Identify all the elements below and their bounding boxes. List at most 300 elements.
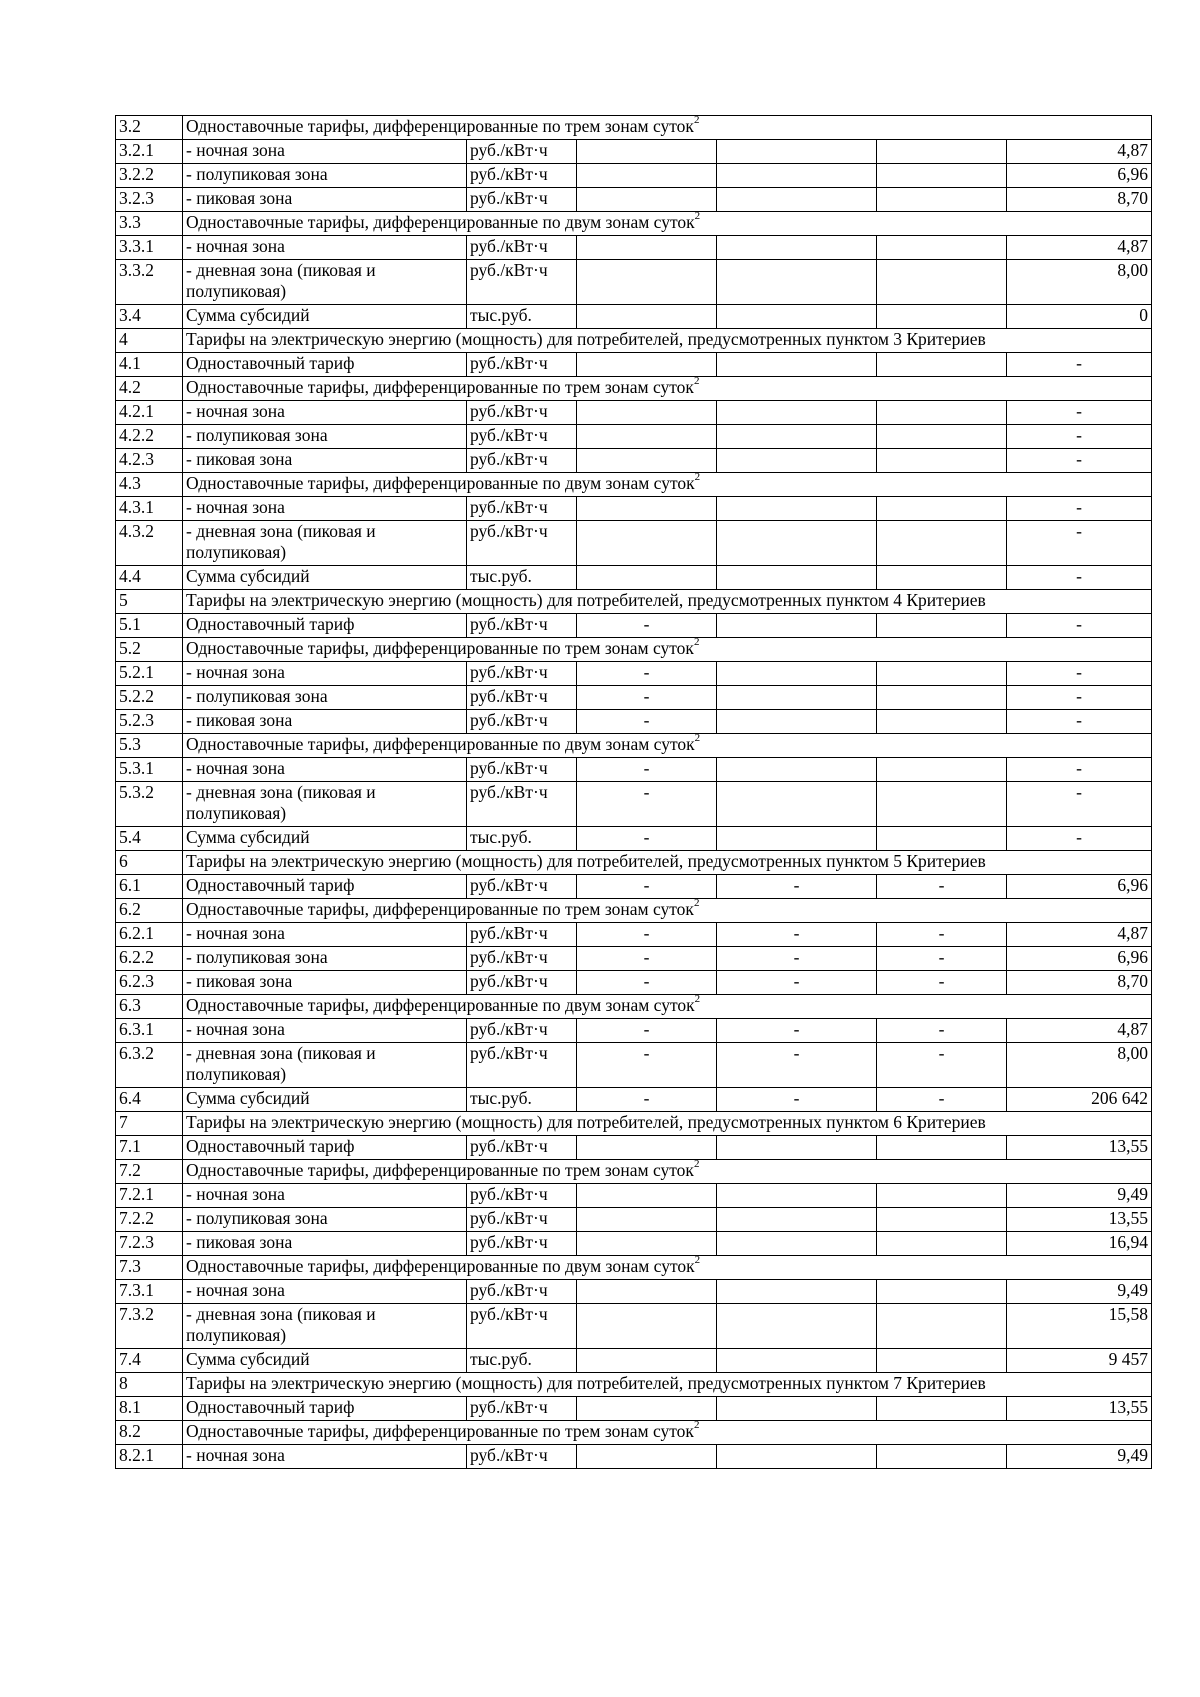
section-title: Тарифы на электрическую энергию (мощность) для потребителей, предусмотренных пунктом 3 Критериев bbox=[186, 329, 986, 349]
footnote-mark: 2 bbox=[693, 376, 700, 388]
section-title: Одноставочные тарифы, дифференцированные по двум зонам суток bbox=[186, 995, 695, 1015]
section-row bbox=[116, 734, 1152, 758]
row-code: 6.2.3 bbox=[116, 971, 183, 995]
row-code: 3.2.1 bbox=[116, 140, 183, 164]
row-unit: руб./кВт·ч bbox=[467, 782, 577, 827]
row-unit: руб./кВт·ч bbox=[467, 260, 577, 305]
row-col-1 bbox=[577, 1397, 717, 1421]
table-row bbox=[116, 1088, 1152, 1112]
row-col-3: - bbox=[877, 875, 1007, 899]
section-title-cell bbox=[183, 1421, 1152, 1445]
row-value: - bbox=[1007, 566, 1152, 590]
row-col-3 bbox=[877, 686, 1007, 710]
row-unit: руб./кВт·ч bbox=[467, 923, 577, 947]
row-value: - bbox=[1007, 401, 1152, 425]
row-code: 3.4 bbox=[116, 305, 183, 329]
row-col-3 bbox=[877, 521, 1007, 566]
row-code: 7.4 bbox=[116, 1349, 183, 1373]
row-code: 3.3.2 bbox=[116, 260, 183, 305]
row-col-3 bbox=[877, 140, 1007, 164]
row-col-2 bbox=[717, 710, 877, 734]
section-row bbox=[116, 1421, 1152, 1445]
row-col-2 bbox=[717, 758, 877, 782]
table-row bbox=[116, 827, 1152, 851]
row-code: 7.2.2 bbox=[116, 1208, 183, 1232]
row-value: - bbox=[1007, 521, 1152, 566]
row-value: 16,94 bbox=[1007, 1232, 1152, 1256]
row-code: 7.1 bbox=[116, 1136, 183, 1160]
section-title-cell bbox=[183, 1256, 1152, 1280]
row-col-2 bbox=[717, 566, 877, 590]
row-name: - ночная зона bbox=[183, 236, 467, 260]
section-row bbox=[116, 995, 1152, 1019]
section-row bbox=[116, 1373, 1152, 1397]
row-name: Сумма субсидий bbox=[183, 1349, 467, 1373]
section-title-cell bbox=[183, 1160, 1152, 1184]
row-col-3 bbox=[877, 188, 1007, 212]
row-col-1: - bbox=[577, 614, 717, 638]
row-col-3 bbox=[877, 1280, 1007, 1304]
row-col-2 bbox=[717, 1136, 877, 1160]
row-value: 13,55 bbox=[1007, 1208, 1152, 1232]
footnote-mark: 2 bbox=[693, 115, 700, 127]
section-title-cell bbox=[183, 1112, 1152, 1136]
row-col-3 bbox=[877, 1445, 1007, 1469]
row-code: 7.2.3 bbox=[116, 1232, 183, 1256]
row-code: 4.2.3 bbox=[116, 449, 183, 473]
row-name: - ночная зона bbox=[183, 1184, 467, 1208]
row-value: 4,87 bbox=[1007, 236, 1152, 260]
row-code: 3.3.1 bbox=[116, 236, 183, 260]
row-col-1 bbox=[577, 260, 717, 305]
row-col-1 bbox=[577, 305, 717, 329]
row-name: - полупиковая зона bbox=[183, 164, 467, 188]
row-col-3: - bbox=[877, 1019, 1007, 1043]
section-title: Одноставочные тарифы, дифференцированные по двум зонам суток bbox=[186, 1256, 695, 1276]
row-col-3 bbox=[877, 305, 1007, 329]
row-name: - ночная зона bbox=[183, 140, 467, 164]
row-col-2 bbox=[717, 1208, 877, 1232]
row-name: Одноставочный тариф bbox=[183, 1397, 467, 1421]
table-row bbox=[116, 425, 1152, 449]
row-code: 3.2 bbox=[116, 116, 183, 140]
row-unit: руб./кВт·ч bbox=[467, 1043, 577, 1088]
section-title-cell bbox=[183, 212, 1152, 236]
row-name: - дневная зона (пиковая и полупиковая) bbox=[183, 1304, 467, 1349]
row-name: - полупиковая зона bbox=[183, 686, 467, 710]
row-value: 9 457 bbox=[1007, 1349, 1152, 1373]
row-unit: руб./кВт·ч bbox=[467, 425, 577, 449]
row-unit: руб./кВт·ч bbox=[467, 875, 577, 899]
table-row bbox=[116, 353, 1152, 377]
row-col-2 bbox=[717, 782, 877, 827]
row-unit: руб./кВт·ч bbox=[467, 662, 577, 686]
section-row bbox=[116, 329, 1152, 353]
row-col-2 bbox=[717, 260, 877, 305]
row-name: Одноставочный тариф bbox=[183, 614, 467, 638]
section-row bbox=[116, 473, 1152, 497]
row-name: Сумма субсидий bbox=[183, 827, 467, 851]
row-col-3: - bbox=[877, 1043, 1007, 1088]
table-row bbox=[116, 1136, 1152, 1160]
section-title-cell bbox=[183, 638, 1152, 662]
section-title-cell bbox=[183, 473, 1152, 497]
row-value: 6,96 bbox=[1007, 947, 1152, 971]
row-code: 8.2 bbox=[116, 1421, 183, 1445]
row-unit: руб./кВт·ч bbox=[467, 188, 577, 212]
row-col-2 bbox=[717, 1280, 877, 1304]
section-row bbox=[116, 638, 1152, 662]
row-col-3 bbox=[877, 566, 1007, 590]
row-col-1 bbox=[577, 140, 717, 164]
section-title-cell bbox=[183, 329, 1152, 353]
section-title: Тарифы на электрическую энергию (мощность) для потребителей, предусмотренных пунктом 5 Критериев bbox=[186, 851, 986, 871]
row-name: - полупиковая зона bbox=[183, 1208, 467, 1232]
row-col-1 bbox=[577, 1280, 717, 1304]
section-title-cell bbox=[183, 995, 1152, 1019]
row-col-1 bbox=[577, 1349, 717, 1373]
row-col-3 bbox=[877, 497, 1007, 521]
row-name: - пиковая зона bbox=[183, 188, 467, 212]
section-row bbox=[116, 1160, 1152, 1184]
row-code: 5 bbox=[116, 590, 183, 614]
row-col-2: - bbox=[717, 1019, 877, 1043]
section-title: Одноставочные тарифы, дифференцированные по трем зонам суток bbox=[186, 116, 694, 136]
row-code: 4.4 bbox=[116, 566, 183, 590]
row-name: - полупиковая зона bbox=[183, 947, 467, 971]
row-col-2: - bbox=[717, 1043, 877, 1088]
section-row bbox=[116, 590, 1152, 614]
row-col-2 bbox=[717, 164, 877, 188]
row-value: - bbox=[1007, 449, 1152, 473]
row-value: 8,70 bbox=[1007, 971, 1152, 995]
row-col-1 bbox=[577, 236, 717, 260]
section-title: Одноставочные тарифы, дифференцированные по трем зонам суток bbox=[186, 1421, 694, 1441]
row-col-2 bbox=[717, 140, 877, 164]
row-col-1 bbox=[577, 1208, 717, 1232]
row-col-1: - bbox=[577, 947, 717, 971]
section-title: Одноставочные тарифы, дифференцированные по двум зонам суток bbox=[186, 473, 695, 493]
row-code: 5.4 bbox=[116, 827, 183, 851]
table-row bbox=[116, 782, 1152, 827]
section-title: Тарифы на электрическую энергию (мощность) для потребителей, предусмотренных пунктом 6 Критериев bbox=[186, 1112, 986, 1132]
row-code: 7.3 bbox=[116, 1256, 183, 1280]
table-row bbox=[116, 164, 1152, 188]
table-row bbox=[116, 449, 1152, 473]
table-row bbox=[116, 305, 1152, 329]
row-name: Одноставочный тариф bbox=[183, 1136, 467, 1160]
row-unit: руб./кВт·ч bbox=[467, 140, 577, 164]
row-name: - дневная зона (пиковая и полупиковая) bbox=[183, 260, 467, 305]
table-row bbox=[116, 923, 1152, 947]
row-code: 6.2.2 bbox=[116, 947, 183, 971]
row-code: 5.3.1 bbox=[116, 758, 183, 782]
table-row bbox=[116, 1208, 1152, 1232]
row-col-1: - bbox=[577, 782, 717, 827]
table-row bbox=[116, 260, 1152, 305]
row-name: - пиковая зона bbox=[183, 971, 467, 995]
section-row bbox=[116, 212, 1152, 236]
row-unit: руб./кВт·ч bbox=[467, 1445, 577, 1469]
row-col-3 bbox=[877, 236, 1007, 260]
row-col-1 bbox=[577, 164, 717, 188]
row-code: 6.1 bbox=[116, 875, 183, 899]
row-col-1 bbox=[577, 1304, 717, 1349]
row-name: - ночная зона bbox=[183, 497, 467, 521]
row-unit: руб./кВт·ч bbox=[467, 521, 577, 566]
section-title-cell bbox=[183, 1373, 1152, 1397]
row-col-1: - bbox=[577, 923, 717, 947]
row-col-3 bbox=[877, 353, 1007, 377]
row-col-1: - bbox=[577, 686, 717, 710]
section-title-cell bbox=[183, 734, 1152, 758]
row-name: - ночная зона bbox=[183, 1445, 467, 1469]
row-name: - ночная зона bbox=[183, 1280, 467, 1304]
row-name: - ночная зона bbox=[183, 1019, 467, 1043]
row-unit: тыс.руб. bbox=[467, 1088, 577, 1112]
row-name: - ночная зона bbox=[183, 401, 467, 425]
section-title: Одноставочные тарифы, дифференцированные по трем зонам суток bbox=[186, 638, 694, 658]
row-col-3 bbox=[877, 758, 1007, 782]
row-unit: руб./кВт·ч bbox=[467, 686, 577, 710]
row-value: - bbox=[1007, 758, 1152, 782]
row-code: 7.2.1 bbox=[116, 1184, 183, 1208]
row-unit: руб./кВт·ч bbox=[467, 1019, 577, 1043]
table-row bbox=[116, 497, 1152, 521]
tariff-table-body bbox=[116, 116, 1152, 1469]
row-col-2 bbox=[717, 497, 877, 521]
row-col-2: - bbox=[717, 875, 877, 899]
row-col-2: - bbox=[717, 923, 877, 947]
row-col-1: - bbox=[577, 662, 717, 686]
row-code: 7.3.1 bbox=[116, 1280, 183, 1304]
row-unit: тыс.руб. bbox=[467, 305, 577, 329]
row-value: 4,87 bbox=[1007, 923, 1152, 947]
row-col-2 bbox=[717, 425, 877, 449]
row-col-3 bbox=[877, 449, 1007, 473]
table-row bbox=[116, 758, 1152, 782]
footnote-mark: 2 bbox=[693, 637, 700, 649]
table-row bbox=[116, 971, 1152, 995]
row-col-2 bbox=[717, 353, 877, 377]
row-value: 8,00 bbox=[1007, 260, 1152, 305]
row-unit: руб./кВт·ч bbox=[467, 1232, 577, 1256]
table-row bbox=[116, 401, 1152, 425]
row-value: 13,55 bbox=[1007, 1397, 1152, 1421]
row-code: 3.2.3 bbox=[116, 188, 183, 212]
footnote-mark: 2 bbox=[694, 1255, 701, 1267]
section-row bbox=[116, 1112, 1152, 1136]
row-col-2 bbox=[717, 686, 877, 710]
row-code: 5.2.2 bbox=[116, 686, 183, 710]
row-col-3 bbox=[877, 1349, 1007, 1373]
row-col-3 bbox=[877, 614, 1007, 638]
row-value: - bbox=[1007, 782, 1152, 827]
row-col-3 bbox=[877, 782, 1007, 827]
row-col-1 bbox=[577, 1232, 717, 1256]
row-unit: руб./кВт·ч bbox=[467, 1304, 577, 1349]
row-col-3: - bbox=[877, 923, 1007, 947]
row-col-2 bbox=[717, 1445, 877, 1469]
table-row bbox=[116, 1232, 1152, 1256]
row-col-2 bbox=[717, 662, 877, 686]
row-col-1 bbox=[577, 353, 717, 377]
table-row bbox=[116, 1349, 1152, 1373]
section-row bbox=[116, 377, 1152, 401]
table-row bbox=[116, 614, 1152, 638]
table-row bbox=[116, 1043, 1152, 1088]
row-col-2 bbox=[717, 449, 877, 473]
footnote-mark: 2 bbox=[694, 211, 701, 223]
section-row bbox=[116, 899, 1152, 923]
row-unit: руб./кВт·ч bbox=[467, 971, 577, 995]
row-code: 7 bbox=[116, 1112, 183, 1136]
row-col-3 bbox=[877, 1232, 1007, 1256]
row-col-2: - bbox=[717, 971, 877, 995]
row-col-2 bbox=[717, 1232, 877, 1256]
row-col-1 bbox=[577, 188, 717, 212]
row-code: 5.2.3 bbox=[116, 710, 183, 734]
row-col-3 bbox=[877, 1208, 1007, 1232]
row-code: 8 bbox=[116, 1373, 183, 1397]
section-title: Одноставочные тарифы, дифференцированные по трем зонам суток bbox=[186, 377, 694, 397]
row-col-3: - bbox=[877, 947, 1007, 971]
footnote-mark: 2 bbox=[693, 1420, 700, 1432]
row-col-1 bbox=[577, 449, 717, 473]
row-name: - дневная зона (пиковая и полупиковая) bbox=[183, 782, 467, 827]
row-unit: руб./кВт·ч bbox=[467, 1280, 577, 1304]
row-unit: руб./кВт·ч bbox=[467, 1397, 577, 1421]
row-col-3 bbox=[877, 1397, 1007, 1421]
table-row bbox=[116, 566, 1152, 590]
row-code: 6 bbox=[116, 851, 183, 875]
row-value: - bbox=[1007, 827, 1152, 851]
row-code: 6.4 bbox=[116, 1088, 183, 1112]
row-code: 7.3.2 bbox=[116, 1304, 183, 1349]
section-title-cell bbox=[183, 377, 1152, 401]
row-col-1 bbox=[577, 566, 717, 590]
footnote-mark: 2 bbox=[694, 733, 701, 745]
row-name: Одноставочный тариф bbox=[183, 353, 467, 377]
row-name: - ночная зона bbox=[183, 662, 467, 686]
row-col-3 bbox=[877, 1304, 1007, 1349]
table-row bbox=[116, 1445, 1152, 1469]
row-col-3 bbox=[877, 662, 1007, 686]
row-name: - пиковая зона bbox=[183, 449, 467, 473]
row-name: - дневная зона (пиковая и полупиковая) bbox=[183, 521, 467, 566]
table-row bbox=[116, 1280, 1152, 1304]
row-unit: руб./кВт·ч bbox=[467, 401, 577, 425]
row-name: - пиковая зона bbox=[183, 710, 467, 734]
table-row bbox=[116, 662, 1152, 686]
section-title-cell bbox=[183, 851, 1152, 875]
row-unit: руб./кВт·ч bbox=[467, 1184, 577, 1208]
section-title-cell bbox=[183, 899, 1152, 923]
table-row bbox=[116, 1019, 1152, 1043]
row-value: 9,49 bbox=[1007, 1184, 1152, 1208]
row-value: 13,55 bbox=[1007, 1136, 1152, 1160]
row-code: 4.1 bbox=[116, 353, 183, 377]
row-col-1 bbox=[577, 425, 717, 449]
row-value: 8,00 bbox=[1007, 1043, 1152, 1088]
row-unit: руб./кВт·ч bbox=[467, 614, 577, 638]
row-code: 5.3 bbox=[116, 734, 183, 758]
footnote-mark: 2 bbox=[693, 1159, 700, 1171]
row-col-2: - bbox=[717, 947, 877, 971]
row-col-1: - bbox=[577, 1019, 717, 1043]
row-value: 8,70 bbox=[1007, 188, 1152, 212]
row-col-1: - bbox=[577, 971, 717, 995]
tariff-table bbox=[115, 115, 1152, 1469]
section-title-cell bbox=[183, 116, 1152, 140]
row-code: 4.3.1 bbox=[116, 497, 183, 521]
row-col-1 bbox=[577, 1184, 717, 1208]
row-col-2 bbox=[717, 236, 877, 260]
row-col-1: - bbox=[577, 1043, 717, 1088]
row-col-3 bbox=[877, 1136, 1007, 1160]
row-name: - ночная зона bbox=[183, 923, 467, 947]
row-col-2 bbox=[717, 521, 877, 566]
row-code: 6.2 bbox=[116, 899, 183, 923]
row-code: 8.2.1 bbox=[116, 1445, 183, 1469]
row-col-2 bbox=[717, 401, 877, 425]
row-col-2: - bbox=[717, 1088, 877, 1112]
row-value: - bbox=[1007, 353, 1152, 377]
row-code: 5.2 bbox=[116, 638, 183, 662]
row-value: 206 642 bbox=[1007, 1088, 1152, 1112]
row-name: Сумма субсидий bbox=[183, 566, 467, 590]
row-code: 3.2.2 bbox=[116, 164, 183, 188]
row-col-3 bbox=[877, 710, 1007, 734]
row-col-3: - bbox=[877, 971, 1007, 995]
row-name: Одноставочный тариф bbox=[183, 875, 467, 899]
row-col-3 bbox=[877, 1184, 1007, 1208]
row-code: 4.2.1 bbox=[116, 401, 183, 425]
row-value: - bbox=[1007, 686, 1152, 710]
table-row bbox=[116, 1304, 1152, 1349]
row-unit: тыс.руб. bbox=[467, 827, 577, 851]
table-row bbox=[116, 875, 1152, 899]
section-title: Одноставочные тарифы, дифференцированные по двум зонам суток bbox=[186, 734, 695, 754]
table-row bbox=[116, 1397, 1152, 1421]
row-code: 3.3 bbox=[116, 212, 183, 236]
table-row bbox=[116, 710, 1152, 734]
row-unit: руб./кВт·ч bbox=[467, 236, 577, 260]
row-value: - bbox=[1007, 497, 1152, 521]
row-code: 4.3 bbox=[116, 473, 183, 497]
row-name: Сумма субсидий bbox=[183, 1088, 467, 1112]
row-col-2 bbox=[717, 1349, 877, 1373]
row-col-2 bbox=[717, 1397, 877, 1421]
document-page bbox=[115, 115, 1151, 1469]
row-unit: руб./кВт·ч bbox=[467, 947, 577, 971]
row-col-1: - bbox=[577, 827, 717, 851]
row-col-1: - bbox=[577, 875, 717, 899]
row-value: 6,96 bbox=[1007, 164, 1152, 188]
footnote-mark: 2 bbox=[694, 994, 701, 1006]
row-name: Сумма субсидий bbox=[183, 305, 467, 329]
row-value: - bbox=[1007, 425, 1152, 449]
row-unit: тыс.руб. bbox=[467, 1349, 577, 1373]
row-value: - bbox=[1007, 614, 1152, 638]
row-code: 6.3.1 bbox=[116, 1019, 183, 1043]
row-code: 8.1 bbox=[116, 1397, 183, 1421]
row-unit: руб./кВт·ч bbox=[467, 710, 577, 734]
row-unit: руб./кВт·ч bbox=[467, 497, 577, 521]
section-title: Одноставочные тарифы, дифференцированные по трем зонам суток bbox=[186, 899, 694, 919]
row-code: 5.2.1 bbox=[116, 662, 183, 686]
row-col-1: - bbox=[577, 710, 717, 734]
